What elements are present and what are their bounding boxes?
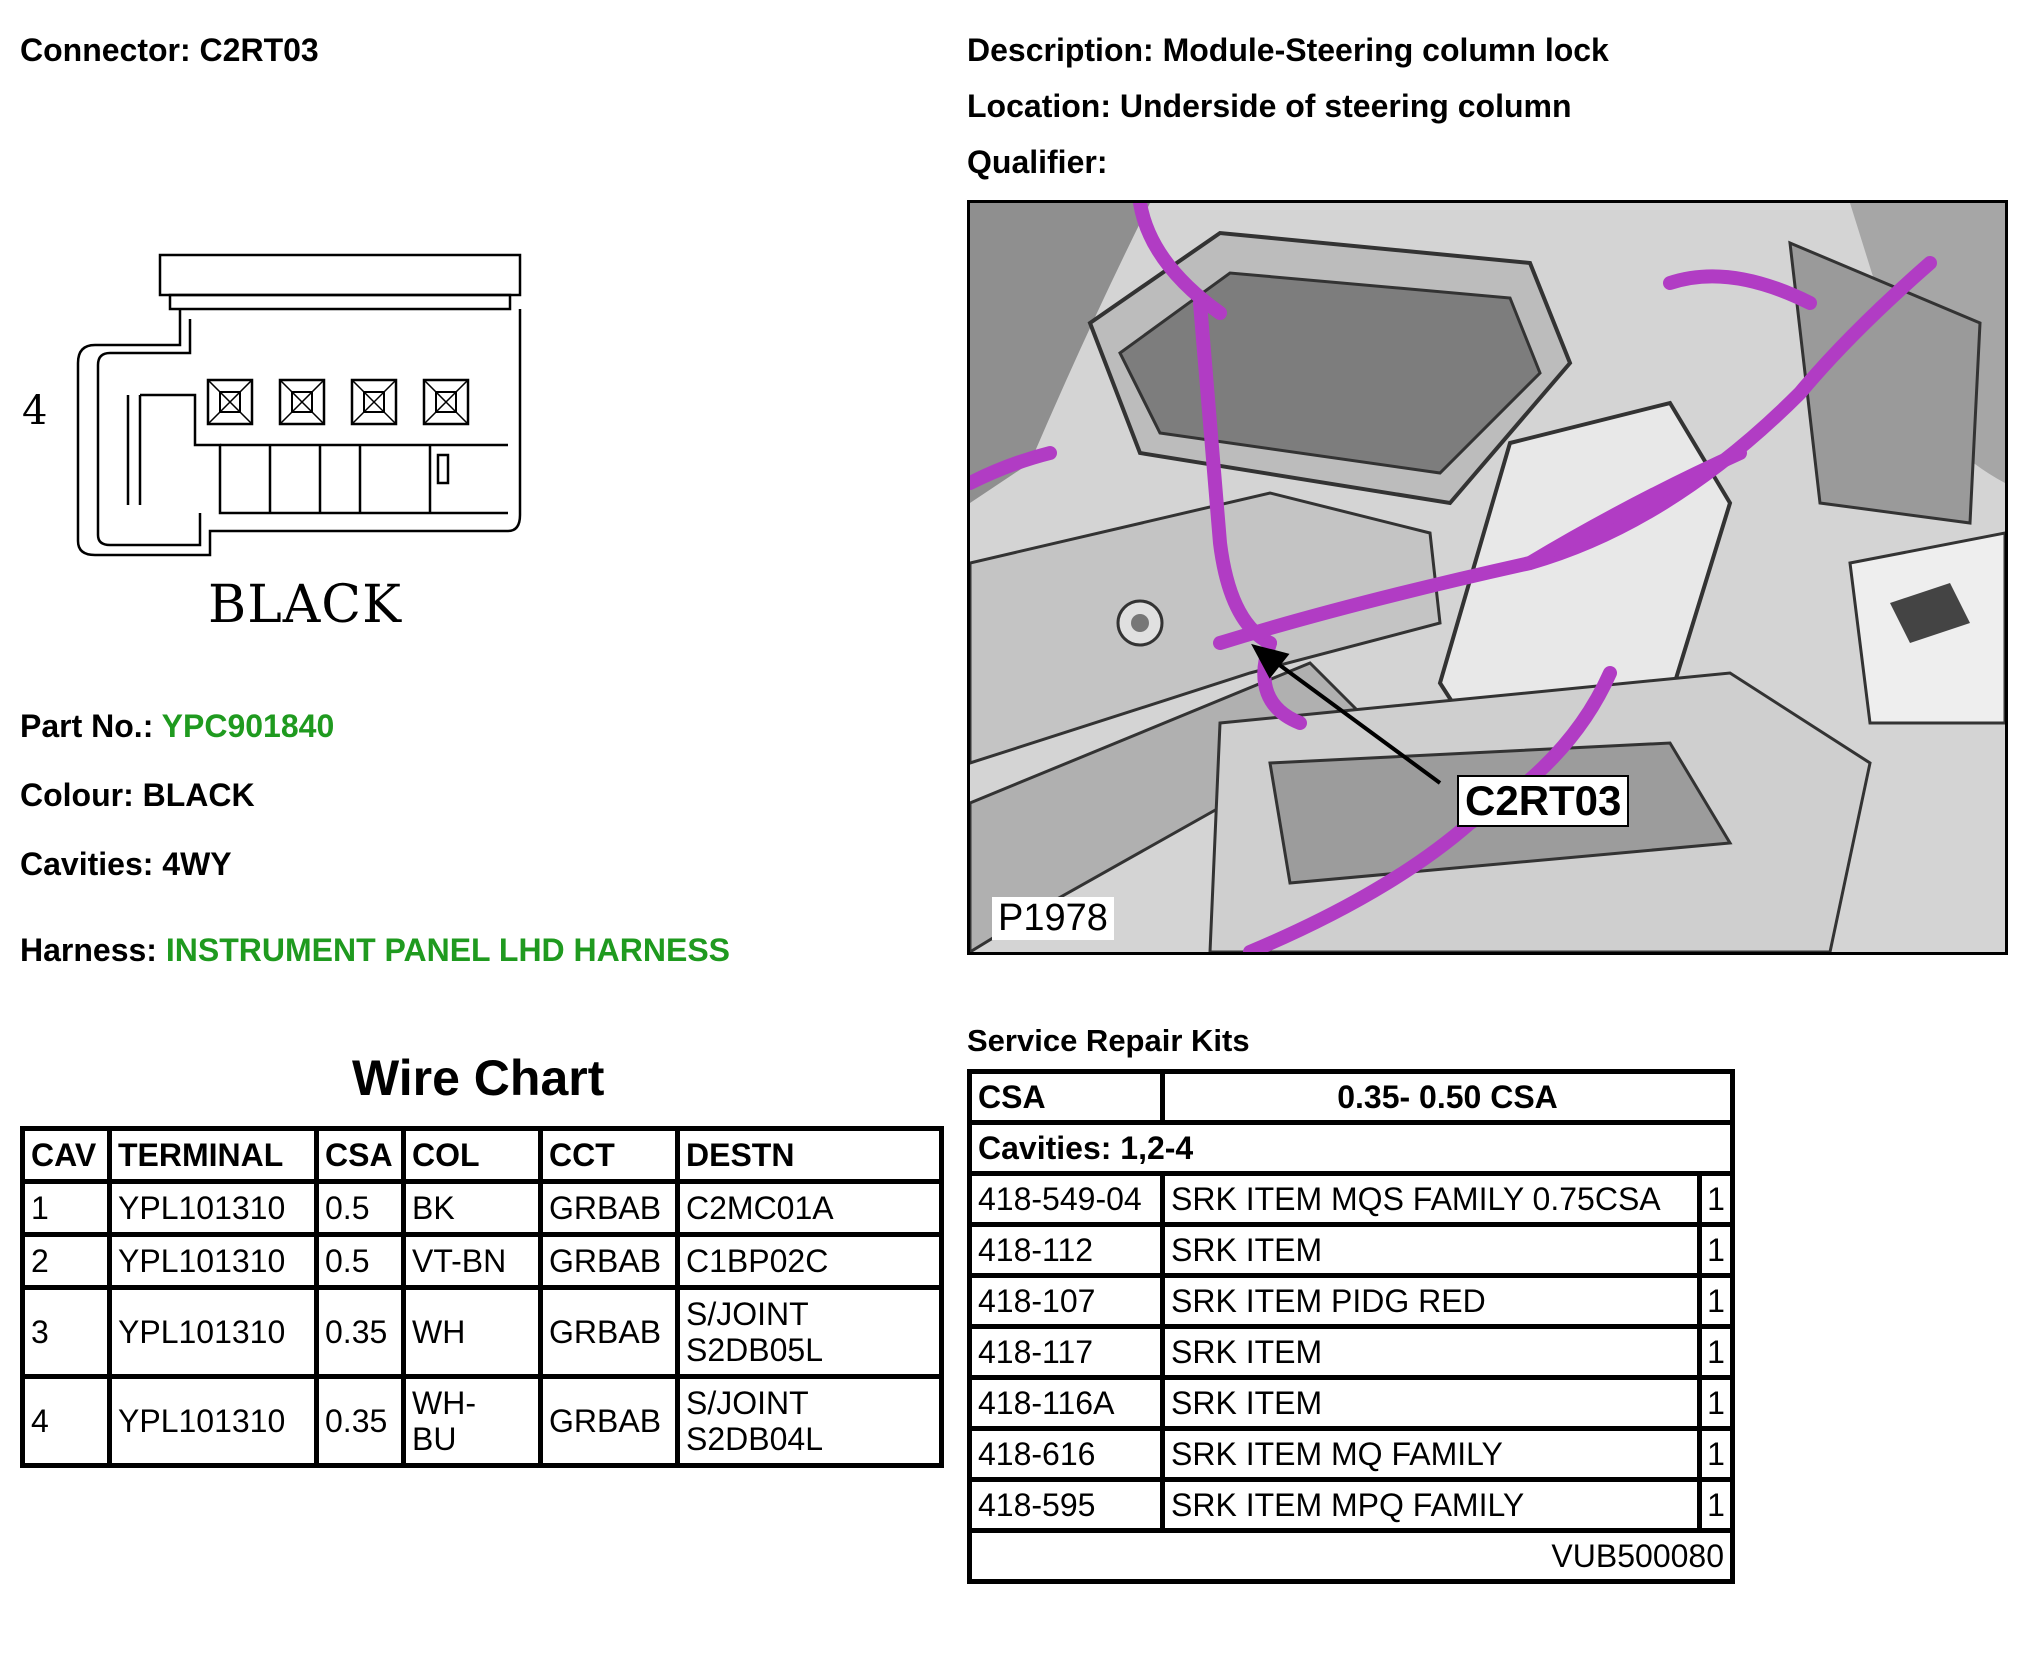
header-col: COL bbox=[404, 1129, 541, 1182]
col-cell: WH bbox=[404, 1288, 541, 1377]
connector-cavity-cross bbox=[424, 380, 468, 424]
connector-latch bbox=[160, 255, 520, 295]
destn-cell: C1BP02C bbox=[678, 1235, 942, 1288]
connector-cavity-cross bbox=[208, 380, 252, 424]
table-row bbox=[970, 1225, 1733, 1276]
wire-chart-table bbox=[20, 1126, 944, 1468]
connector-label: Connector: bbox=[20, 32, 191, 68]
header-cct: CCT bbox=[541, 1129, 678, 1182]
header-destn: DESTN bbox=[678, 1129, 942, 1182]
location-line bbox=[967, 86, 1572, 126]
photo-reference: P1978 bbox=[992, 897, 1114, 940]
srk-csa-label: CSA bbox=[970, 1072, 1163, 1123]
destn-line-1: S/JOINT bbox=[686, 1296, 809, 1332]
colour-value: BLACK bbox=[142, 777, 255, 813]
wire-chart-header-row bbox=[23, 1129, 942, 1182]
srk-qty-cell: 1 bbox=[1700, 1174, 1733, 1225]
table-row bbox=[23, 1182, 942, 1235]
srk-qty-cell: 1 bbox=[1700, 1378, 1733, 1429]
srk-part-cell: 418-107 bbox=[970, 1276, 1163, 1327]
destn-cell bbox=[678, 1377, 942, 1466]
header-terminal: TERMINAL bbox=[110, 1129, 317, 1182]
table-row bbox=[23, 1235, 942, 1288]
table-row bbox=[970, 1378, 1733, 1429]
location-photo bbox=[967, 200, 2008, 955]
part-number-line bbox=[20, 706, 334, 746]
col-cell: BK bbox=[404, 1182, 541, 1235]
connector-cavity-cross bbox=[280, 380, 324, 424]
col-cell bbox=[404, 1377, 541, 1466]
srk-part-cell: 418-116A bbox=[970, 1378, 1163, 1429]
srk-description-cell: SRK ITEM MQ FAMILY bbox=[1163, 1429, 1700, 1480]
connector-cavity-cross bbox=[352, 380, 396, 424]
cav-cell: 2 bbox=[23, 1235, 110, 1288]
harness-link[interactable]: INSTRUMENT PANEL LHD HARNESS bbox=[165, 932, 731, 968]
cct-cell: GRBAB bbox=[541, 1182, 678, 1235]
qualifier-label: Qualifier: bbox=[967, 144, 1108, 180]
col-line-1: WH- bbox=[412, 1385, 476, 1421]
csa-cell: 0.35 bbox=[317, 1288, 404, 1377]
cct-cell: GRBAB bbox=[541, 1235, 678, 1288]
connector-callout: C2RT03 bbox=[1457, 775, 1629, 827]
destn-line-2: S2DB05L bbox=[686, 1332, 823, 1368]
header-csa: CSA bbox=[317, 1129, 404, 1182]
location-label: Location: bbox=[967, 88, 1111, 124]
table-row bbox=[970, 1327, 1733, 1378]
srk-footer-row bbox=[970, 1531, 1733, 1582]
table-row bbox=[970, 1480, 1733, 1531]
connector-id: C2RT03 bbox=[199, 32, 319, 68]
connector-pin-number: 4 bbox=[22, 388, 48, 434]
srk-description-cell: SRK ITEM MQS FAMILY 0.75CSA bbox=[1163, 1174, 1700, 1225]
cav-cell: 3 bbox=[23, 1288, 110, 1377]
srk-part-cell: 418-595 bbox=[970, 1480, 1163, 1531]
table-row bbox=[23, 1377, 942, 1466]
col-line-2: BU bbox=[412, 1421, 457, 1457]
srk-cavities-row bbox=[970, 1123, 1733, 1174]
terminal-cell: YPL101310 bbox=[110, 1288, 317, 1377]
terminal-cell: YPL101310 bbox=[110, 1235, 317, 1288]
table-row bbox=[970, 1429, 1733, 1480]
srk-description-cell: SRK ITEM bbox=[1163, 1225, 1700, 1276]
description-label: Description: bbox=[967, 32, 1154, 68]
colour-line bbox=[20, 775, 255, 815]
srk-qty-cell: 1 bbox=[1700, 1429, 1733, 1480]
srk-qty-cell: 1 bbox=[1700, 1327, 1733, 1378]
cav-cell: 1 bbox=[23, 1182, 110, 1235]
col-cell: VT-BN bbox=[404, 1235, 541, 1288]
connector-colour-text: BLACK bbox=[208, 575, 402, 635]
location-illustration bbox=[970, 203, 2005, 952]
srk-description-cell: SRK ITEM PIDG RED bbox=[1163, 1276, 1700, 1327]
wire-chart-title: Wire Chart bbox=[352, 1050, 605, 1106]
srk-csa-value: 0.35- 0.50 CSA bbox=[1163, 1072, 1733, 1123]
destn-cell bbox=[678, 1288, 942, 1377]
part-number-label: Part No.: bbox=[20, 708, 154, 744]
destn-cell: C2MC01A bbox=[678, 1182, 942, 1235]
srk-part-cell: 418-616 bbox=[970, 1429, 1163, 1480]
harness-line bbox=[20, 930, 730, 970]
cavities-line bbox=[20, 844, 232, 884]
srk-header-row bbox=[970, 1072, 1733, 1123]
location-value: Underside of steering column bbox=[1119, 88, 1572, 124]
table-row bbox=[970, 1276, 1733, 1327]
colour-label: Colour: bbox=[20, 777, 134, 813]
cct-cell: GRBAB bbox=[541, 1377, 678, 1466]
harness-label: Harness: bbox=[20, 932, 157, 968]
srk-cavities-line: Cavities: 1,2-4 bbox=[970, 1123, 1733, 1174]
destn-line-2: S2DB04L bbox=[686, 1421, 823, 1457]
terminal-cell: YPL101310 bbox=[110, 1377, 317, 1466]
csa-cell: 0.5 bbox=[317, 1182, 404, 1235]
cavity-group bbox=[208, 380, 468, 424]
cav-cell: 4 bbox=[23, 1377, 110, 1466]
srk-part-cell: 418-117 bbox=[970, 1327, 1163, 1378]
cct-cell: GRBAB bbox=[541, 1288, 678, 1377]
document-reference: VUB500080 bbox=[970, 1531, 1733, 1582]
srk-part-cell: 418-549-04 bbox=[970, 1174, 1163, 1225]
header-cav: CAV bbox=[23, 1129, 110, 1182]
srk-qty-cell: 1 bbox=[1700, 1276, 1733, 1327]
part-number-link[interactable]: YPC901840 bbox=[161, 708, 335, 744]
srk-qty-cell: 1 bbox=[1700, 1480, 1733, 1531]
connector-heading bbox=[20, 30, 319, 70]
srk-description-cell: SRK ITEM bbox=[1163, 1327, 1700, 1378]
srk-qty-cell: 1 bbox=[1700, 1225, 1733, 1276]
csa-cell: 0.35 bbox=[317, 1377, 404, 1466]
csa-cell: 0.5 bbox=[317, 1235, 404, 1288]
qualifier-line bbox=[967, 142, 1107, 182]
description-line bbox=[967, 30, 1609, 70]
table-row bbox=[970, 1174, 1733, 1225]
srk-part-cell: 418-112 bbox=[970, 1225, 1163, 1276]
description-value: Module-Steering column lock bbox=[1162, 32, 1609, 68]
srk-description-cell: SRK ITEM bbox=[1163, 1378, 1700, 1429]
srk-title: Service Repair Kits bbox=[967, 1023, 1250, 1058]
table-row bbox=[23, 1288, 942, 1377]
srk-description-cell: SRK ITEM MPQ FAMILY bbox=[1163, 1480, 1700, 1531]
cavities-value: 4WY bbox=[162, 846, 232, 882]
destn-line-1: S/JOINT bbox=[686, 1385, 809, 1421]
srk-table bbox=[967, 1069, 1735, 1584]
cavities-label: Cavities: bbox=[20, 846, 154, 882]
terminal-cell: YPL101310 bbox=[110, 1182, 317, 1235]
